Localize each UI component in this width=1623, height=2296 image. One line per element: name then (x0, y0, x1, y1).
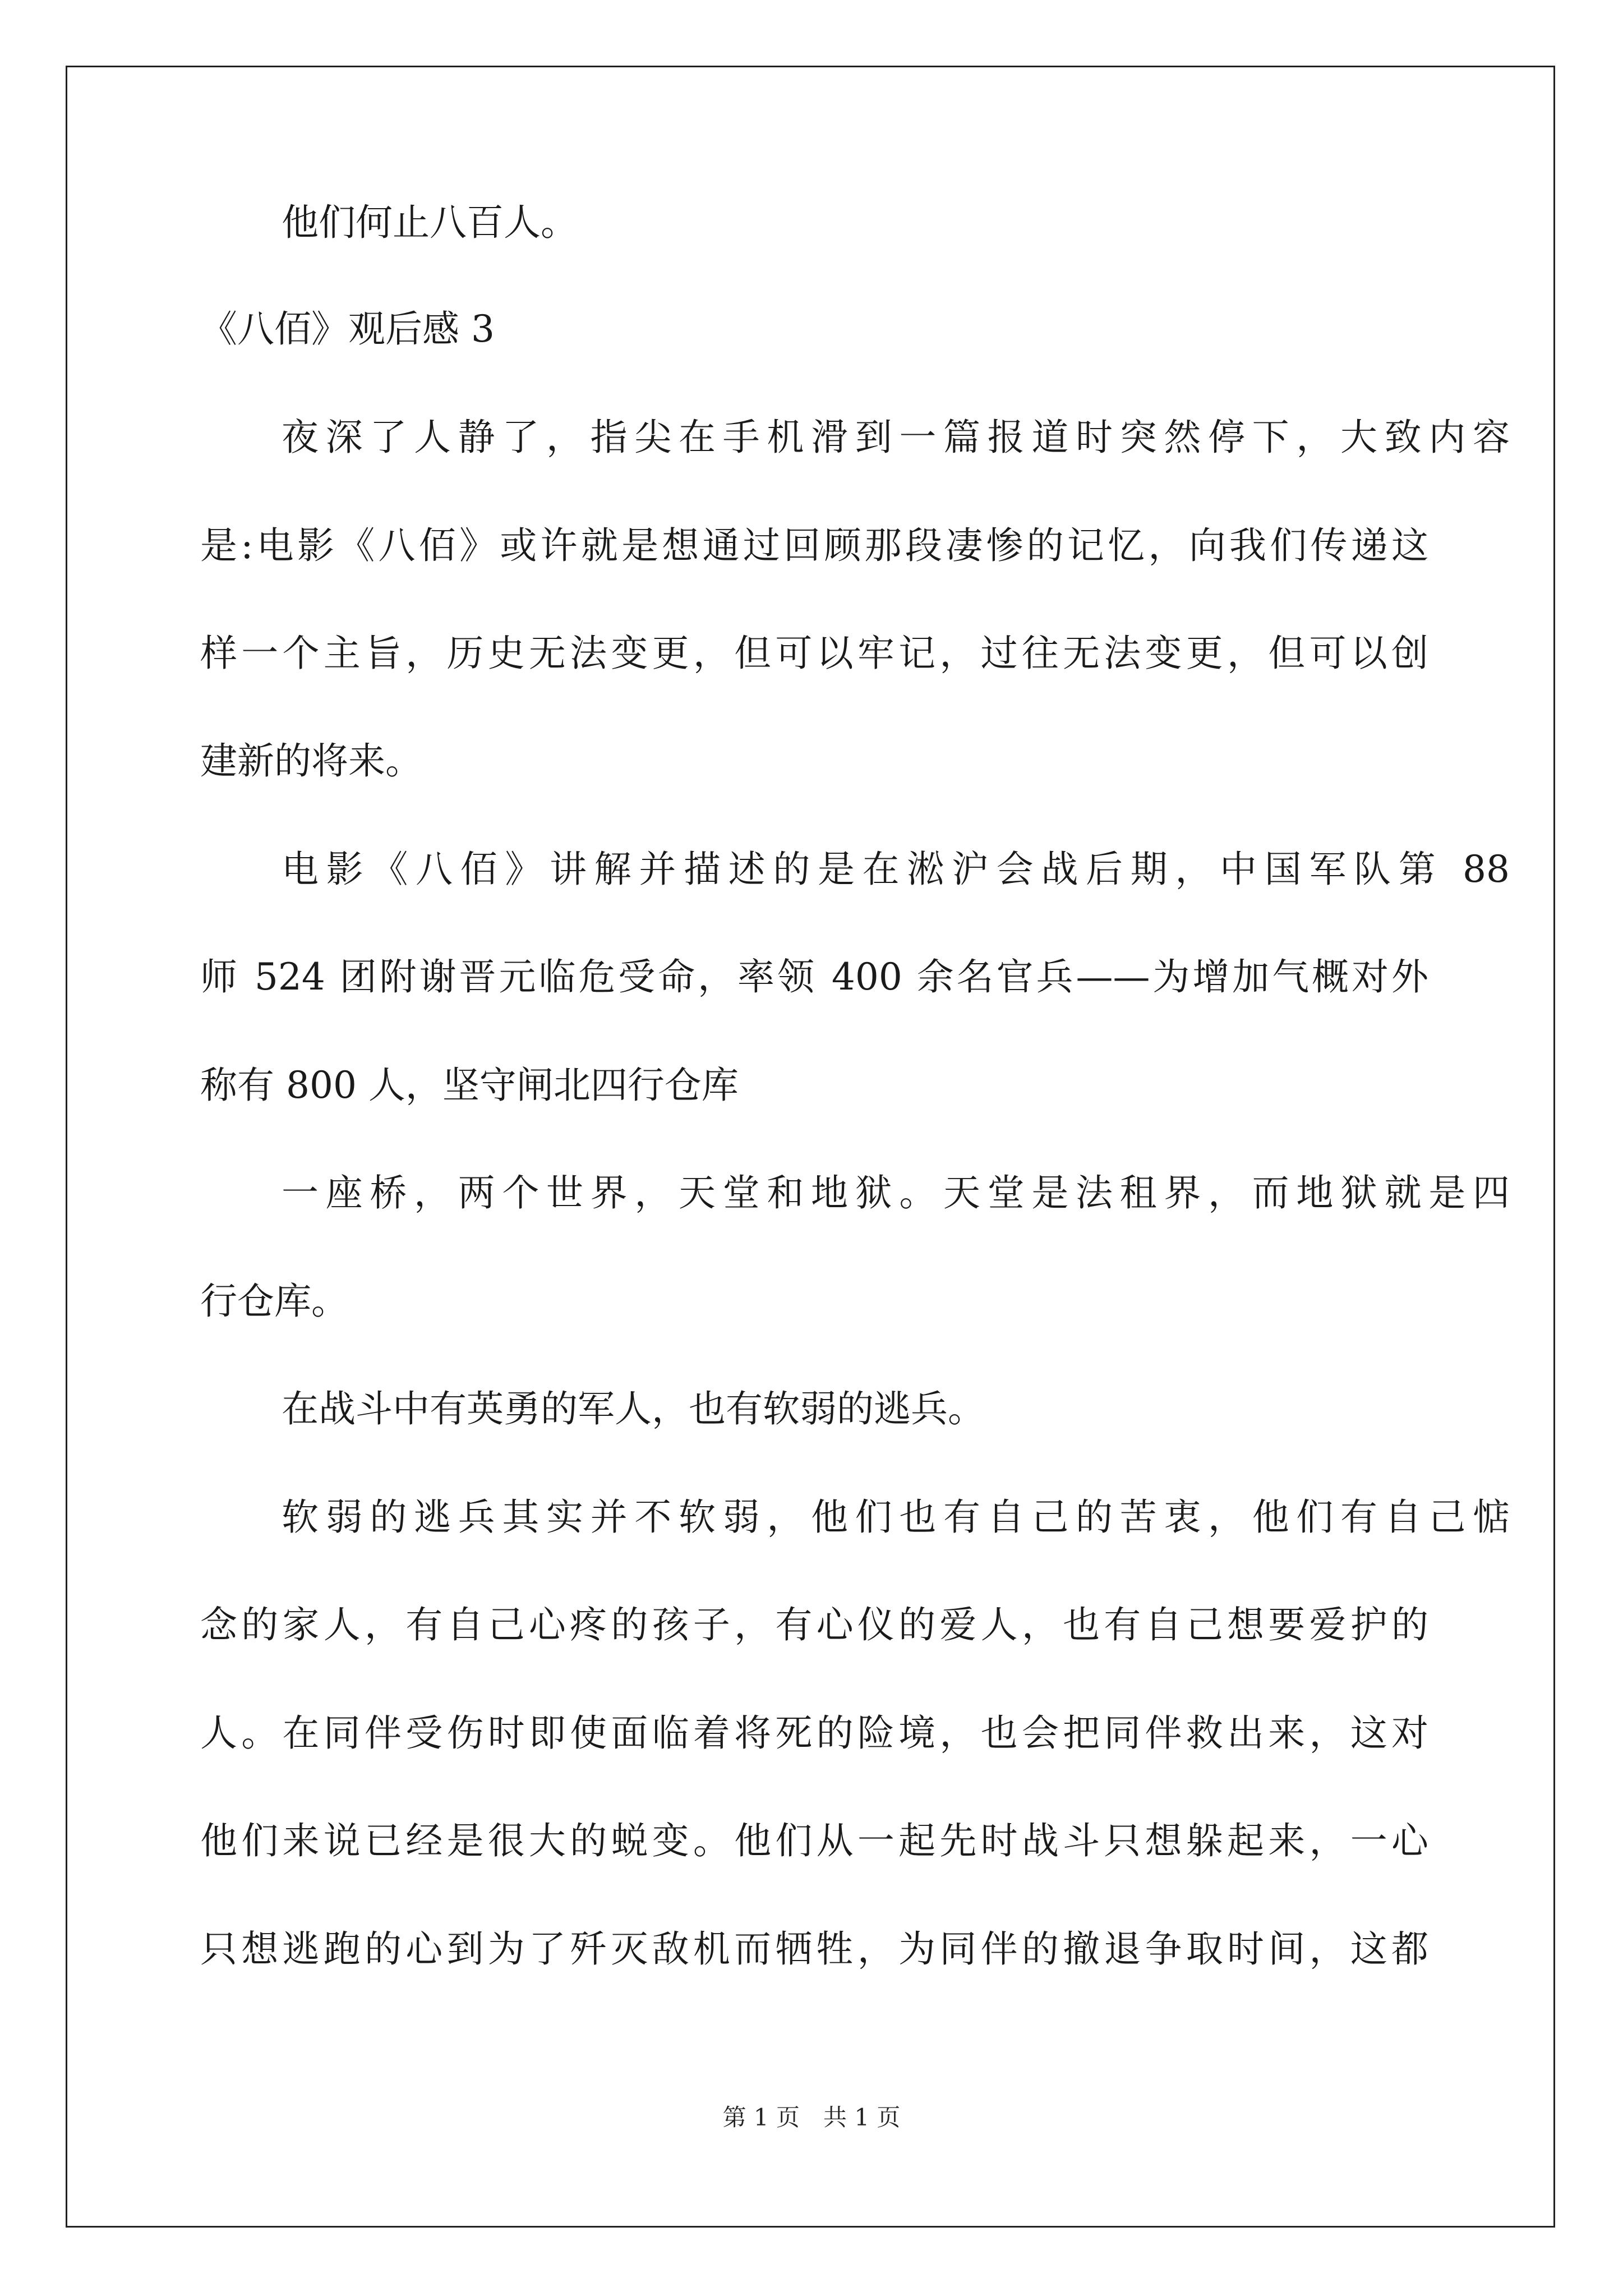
paragraph-line: 念的家人，有自己心疼的孩子，有心仪的爱人，也有自己想要爱护的 (200, 1603, 1428, 1646)
paragraph-line: 软弱的逃兵其实并不软弱，他们也有自己的苦衷，他们有自己惦 (282, 1496, 1510, 1539)
paragraph-line: 电影《八佰》讲解并描述的是在淞沪会战后期，中国军队第 88 (282, 848, 1510, 891)
paragraph-line: 在战斗中有英勇的军人，也有软弱的逃兵。 (282, 1387, 985, 1430)
paragraph-line: 只想逃跑的心到为了歼灭敌机而牺牲，为同伴的撤退争取时间，这都 (200, 1927, 1428, 1971)
paragraph-line: 样一个主旨，历史无法变更，但可以牢记，过往无法变更，但可以创 (200, 632, 1428, 675)
paragraph-line: 行仓库。 (200, 1280, 348, 1323)
paragraph-line: 夜深了人静了，指尖在手机滑到一篇报道时突然停下，大致内容 (282, 416, 1510, 459)
paragraph-line: 一座桥，两个世界，天堂和地狱。天堂是法租界，而地狱就是四 (282, 1171, 1510, 1214)
paragraph-line: 师 524 团附谢晋元临危受命，率领 400 余名官兵——为增加气概对外 (200, 955, 1428, 999)
paragraph-line: 人。在同伴受伤时即使面临着将死的险境，也会把同伴救出来，这对 (200, 1711, 1428, 1755)
paragraph-line: 称有 800 人，坚守闸北四行仓库 (200, 1064, 739, 1107)
page-number-footer: 第 1 页 共 1 页 (722, 2104, 901, 2131)
paragraph-line: 他们来说已经是很大的蜕变。他们从一起先时战斗只想躲起来，一心 (200, 1819, 1428, 1862)
section-heading: 《八佰》观后感 3 (200, 307, 495, 351)
paragraph-line: 他们何止八百人。 (282, 201, 578, 244)
paragraph-line: 建新的将来。 (200, 739, 422, 783)
paragraph-line: 是:电影《八佰》或许就是想通过回顾那段凄惨的记忆，向我们传递这 (200, 524, 1428, 567)
page-border (66, 66, 1555, 2228)
